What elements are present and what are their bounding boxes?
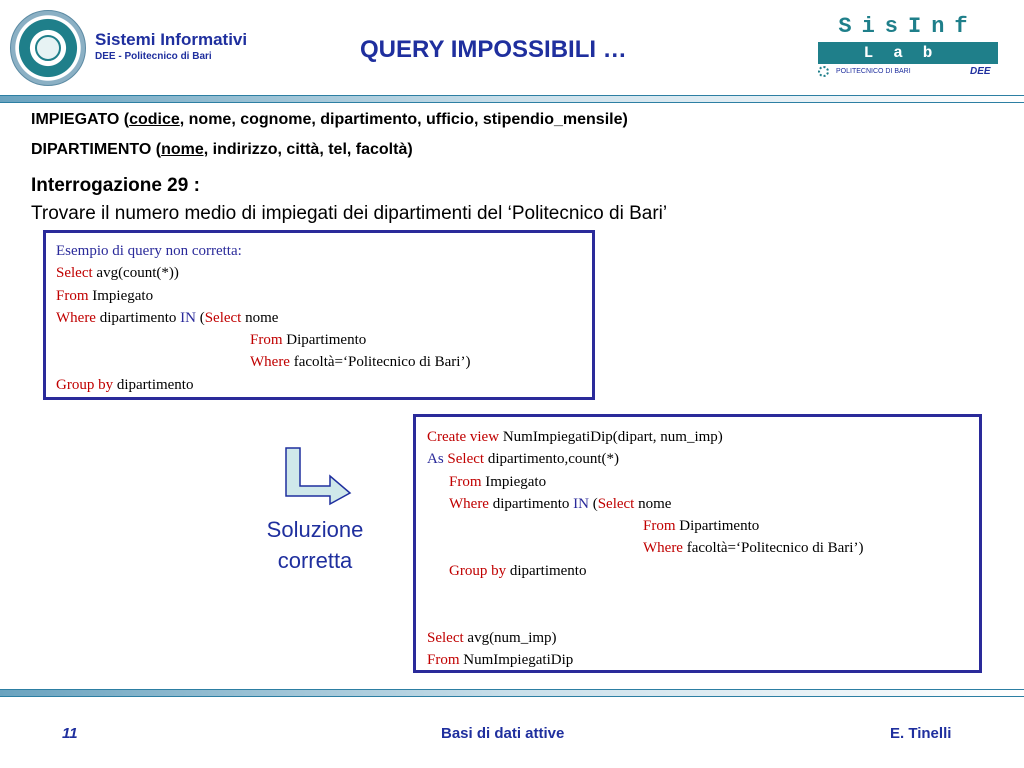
code-line bbox=[56, 329, 582, 351]
sql-text: Impiegato bbox=[481, 473, 547, 490]
schema-primary-key: codice bbox=[129, 111, 180, 128]
sql-keyword: Create view bbox=[427, 429, 500, 445]
sql-text: dipartimento bbox=[488, 495, 574, 512]
sql-text: nome bbox=[241, 309, 279, 326]
footer-divider bbox=[0, 689, 1024, 697]
sql-text: facoltà=‘Politecnico di Bari’) bbox=[682, 540, 864, 557]
solution-label-line: corretta bbox=[277, 548, 353, 573]
sql-text: avg(num_imp) bbox=[463, 629, 557, 646]
code-line bbox=[56, 374, 582, 396]
code-line bbox=[56, 351, 582, 373]
sql-text: nome bbox=[634, 495, 672, 512]
sql-text: dipartimento bbox=[113, 376, 194, 393]
sql-text: dipartimento,count(*) bbox=[484, 451, 620, 468]
lab-logo-band: Lab bbox=[818, 42, 998, 64]
code-line bbox=[427, 493, 968, 515]
lab-logo-subtitle: POLITECNICO DI BARI bbox=[836, 68, 911, 75]
schema-dipartimento bbox=[31, 141, 413, 159]
slide-title: QUERY IMPOSSIBILI … bbox=[360, 36, 627, 63]
sql-text: facoltà=‘Politecnico di Bari’) bbox=[289, 354, 471, 371]
lab-logo-dee: DEE bbox=[970, 66, 991, 77]
schema-impiegato bbox=[31, 111, 628, 129]
sql-text: Impiegato bbox=[88, 287, 154, 304]
sql-keyword: Select bbox=[443, 451, 485, 468]
sql-text: NumImpiegatiDip bbox=[459, 651, 574, 668]
seal-gear-icon bbox=[35, 35, 61, 61]
sql-keyword: Group by bbox=[449, 562, 507, 579]
sql-keyword: Select bbox=[597, 495, 635, 512]
sql-keyword: Where bbox=[643, 540, 683, 557]
page-number: 11 bbox=[62, 725, 78, 742]
header-divider bbox=[0, 95, 1024, 103]
code-line bbox=[56, 307, 582, 329]
sql-text: Dipartimento bbox=[282, 332, 367, 349]
org-name: Sistemi Informativi bbox=[95, 30, 248, 49]
sql-in-keyword: IN bbox=[573, 495, 589, 512]
author-name: E. Tinelli bbox=[890, 725, 952, 742]
question-text: Trovare il numero medio di impiegati dei dipartimenti del ‘Politecnico di Bari’ bbox=[31, 203, 668, 224]
solution-label-line: Soluzione bbox=[266, 517, 364, 542]
sql-text: ( bbox=[588, 495, 598, 512]
sql-keyword: Where bbox=[56, 309, 96, 326]
wrong-query-heading: Esempio di query non corretta: bbox=[56, 243, 242, 259]
sql-in-keyword: IN bbox=[180, 309, 196, 326]
code-line bbox=[427, 471, 968, 493]
schema-attributes: indirizzo, città, tel, facoltà) bbox=[208, 141, 413, 158]
lab-logo-title: SisInf bbox=[838, 14, 978, 39]
sql-keyword: Select bbox=[427, 629, 464, 646]
blank-line bbox=[427, 604, 968, 626]
sql-keyword: Group by bbox=[56, 376, 114, 393]
sisinf-lab-logo bbox=[818, 14, 998, 82]
blank-line bbox=[427, 582, 968, 604]
question-title: Interrogazione 29 : bbox=[31, 175, 200, 196]
solution-label bbox=[230, 514, 400, 576]
sql-text: ( bbox=[195, 309, 205, 326]
code-line bbox=[427, 537, 968, 559]
schema-attributes: , nome, cognome, dipartimento, ufficio, stipendio_mensile) bbox=[179, 111, 628, 128]
sql-keyword: From bbox=[56, 287, 89, 304]
sql-as-keyword: As bbox=[427, 451, 444, 468]
course-name: Basi di dati attive bbox=[441, 725, 565, 742]
code-line bbox=[427, 448, 968, 470]
schema-primary-key: nome, bbox=[161, 141, 209, 158]
code-line bbox=[427, 515, 968, 537]
sql-text: Dipartimento bbox=[675, 518, 760, 535]
code-line bbox=[427, 426, 968, 448]
code-line bbox=[427, 649, 968, 671]
sql-keyword: From bbox=[643, 518, 676, 535]
code-line bbox=[56, 285, 582, 307]
code-line bbox=[427, 627, 968, 649]
correct-query-box bbox=[413, 414, 982, 673]
sql-keyword: Select bbox=[56, 265, 93, 282]
sql-keyword: Select bbox=[204, 309, 242, 326]
sql-text: avg(count(*)) bbox=[92, 265, 179, 282]
sql-text: dipartimento bbox=[95, 309, 181, 326]
sql-keyword: From bbox=[250, 332, 283, 349]
sql-keyword: From bbox=[427, 651, 460, 668]
code-line bbox=[427, 560, 968, 582]
politecnico-seal-logo bbox=[10, 10, 86, 86]
org-subtitle: DEE - Politecnico di Bari bbox=[95, 51, 212, 62]
schema-table-name: IMPIEGATO ( bbox=[31, 111, 130, 128]
code-line bbox=[56, 262, 582, 284]
sql-keyword: From bbox=[449, 473, 482, 490]
sql-keyword: Where bbox=[449, 495, 489, 512]
sql-text: dipartimento bbox=[506, 562, 587, 579]
sql-text: NumImpiegatiDip(dipart, num_imp) bbox=[499, 429, 723, 445]
schema-table-name: DIPARTIMENTO ( bbox=[31, 141, 162, 158]
sql-keyword: Where bbox=[250, 354, 290, 371]
wrong-query-box bbox=[43, 230, 595, 400]
bent-arrow-icon bbox=[284, 446, 352, 506]
